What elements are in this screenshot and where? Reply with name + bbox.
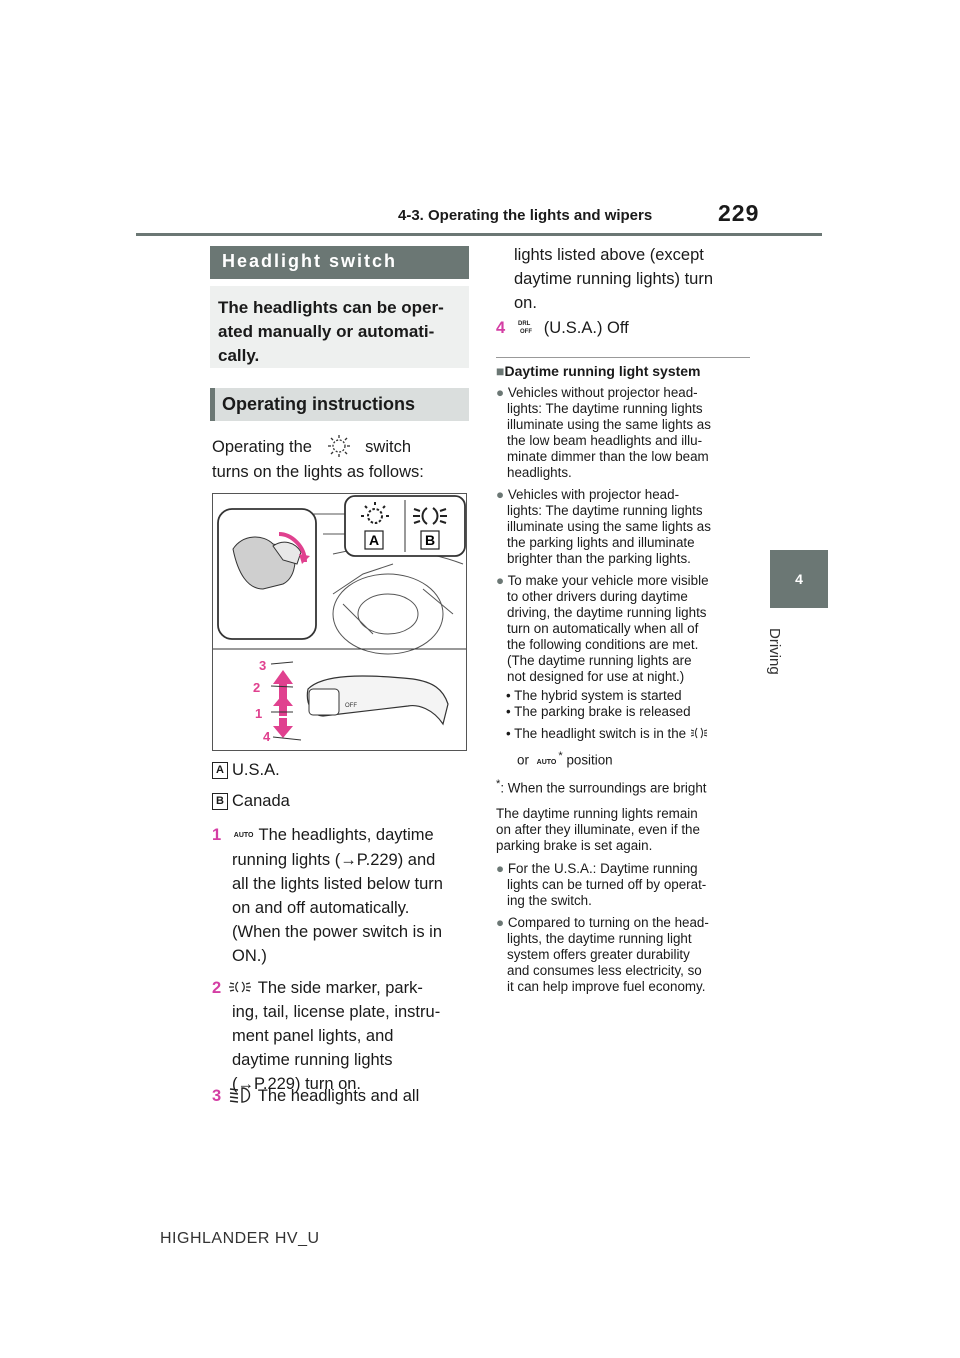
item-1-line: ON.) xyxy=(232,947,267,965)
item-3-line: The headlights and all xyxy=(257,1087,420,1105)
item-1-line: on and off automatically. xyxy=(232,899,410,917)
legend-b-key: B xyxy=(212,793,228,810)
item-1-line: all the lights listed below turn xyxy=(232,875,443,893)
drl-bullet-2: ● Vehicles with projector head- lights: The daytime running lights illuminate using the same lights as the parking lights and illuminate brighter than the parking lights. xyxy=(496,487,756,567)
item-2 xyxy=(212,976,472,1096)
item-4-text: (U.S.A.) Off xyxy=(543,319,629,337)
item-3-line: on. xyxy=(514,294,537,312)
drl-bullet-1: ● Vehicles without projector head- lights: The daytime running lights illuminate using the same lights as the low beam headlights and illu- minate dimmer than the low beam headlights. xyxy=(496,385,756,481)
drl-line: Vehicles without projector head- xyxy=(507,385,698,400)
chapter-label-text: Driving xyxy=(766,628,783,675)
chapter-label xyxy=(766,620,819,680)
drl-line: not designed for use at night.) xyxy=(507,669,685,684)
pos-1: 1 xyxy=(255,706,263,721)
item-3-continued xyxy=(514,243,764,315)
drl-line: lights: The daytime running lights xyxy=(507,401,703,416)
item-1-number: 1 xyxy=(212,826,222,844)
item-1-line: running lights (→P.229) and xyxy=(232,851,436,869)
intro-line: cally. xyxy=(218,346,260,365)
legend-a-key: A xyxy=(212,762,228,779)
legend-a xyxy=(212,758,280,782)
arrow-down-4 xyxy=(273,718,293,738)
drl-line: lights, the daytime running light xyxy=(507,931,692,946)
operating-line-1 xyxy=(212,434,411,459)
heading-operating-text: Operating instructions xyxy=(222,394,416,414)
condition: The headlight switch is in the xyxy=(514,726,687,741)
heading-operating-instructions xyxy=(210,388,469,421)
condition: The hybrid system is started xyxy=(514,688,682,703)
condition-or: or xyxy=(517,752,529,768)
header-rule xyxy=(136,233,822,236)
drl-line: the parking lights and illuminate xyxy=(507,535,695,550)
item-1 xyxy=(212,823,472,968)
item-4-number: 4 xyxy=(496,319,506,337)
item-3-line: lights listed above (except xyxy=(514,246,704,264)
item-3-number: 3 xyxy=(212,1087,222,1105)
drl-bullet-5: ● Compared to turning on the head- lights, the daytime running light system offers greater durability and consumes less electricity, so it can help improve fuel economy. xyxy=(496,915,756,995)
footnote: *: When the surroundings are bright xyxy=(496,778,707,796)
drl-line: brighter than the parking lights. xyxy=(507,551,691,566)
side-marker-icon xyxy=(228,980,254,994)
page-number: 229 xyxy=(718,200,760,226)
label-a: A xyxy=(368,532,380,548)
headlight-icon xyxy=(228,1086,254,1104)
drl-title-text: Daytime running light system xyxy=(504,363,701,379)
legend-a-text: U.S.A. xyxy=(232,761,280,779)
drl-line: minate dimmer than the low beam xyxy=(507,449,709,464)
drl-bullet-3: ● To make your vehicle more visible to other drivers during daytime driving, the daytime running lights turn on automatically when all of the following conditions are met. (The daytime running lights are not designed for use at night.) xyxy=(496,573,756,685)
heading-bar xyxy=(210,388,215,421)
drl-line: it can help improve fuel economy. xyxy=(507,979,706,994)
item-2-number: 2 xyxy=(212,979,222,997)
drl-line: For the U.S.A.: Daytime running xyxy=(507,861,698,876)
drl-line: the following conditions are met. xyxy=(507,637,699,652)
drl-line: the low beam headlights and illu- xyxy=(507,433,703,448)
pos-4: 4 xyxy=(263,729,271,744)
drl-line: Vehicles with projector head- xyxy=(507,487,680,502)
item-2-line: daytime running lights xyxy=(232,1051,393,1069)
drl-line: turn on automatically when all of xyxy=(507,621,699,636)
intro-line: The headlights can be oper- xyxy=(218,298,444,317)
drl-bullet-4: ● For the U.S.A.: Daytime running lights can be turned off by operat- ing the switch. xyxy=(496,861,756,909)
auto-icon: AUTO xyxy=(536,759,557,767)
stalk-label: OFF xyxy=(345,703,357,709)
intro-box xyxy=(210,286,469,368)
item-2-line: The side marker, park- xyxy=(257,979,423,997)
section-rule xyxy=(496,357,750,358)
pos-2: 2 xyxy=(253,680,261,695)
legend-b xyxy=(212,789,290,813)
section-title: 4-3. Operating the lights and wipers xyxy=(398,207,653,224)
drl-line: driving, the daytime running lights xyxy=(507,605,707,620)
footnote-text: : When the surroundings are bright xyxy=(500,780,707,796)
legend-b-text: Canada xyxy=(232,792,290,810)
side-marker-icon xyxy=(690,727,708,739)
label-b: B xyxy=(424,532,436,548)
drl-line: illuminate using the same lights as xyxy=(507,519,711,534)
drl-line: Compared to turning on the head- xyxy=(507,915,709,930)
headlight-switch-icon xyxy=(317,434,361,458)
pos-3: 3 xyxy=(259,658,267,673)
drl-line: and consumes less electricity, so xyxy=(507,963,702,978)
drl-title: ■Daytime running light system xyxy=(496,363,701,379)
drl-conditions: • The hybrid system is started • The parking brake is released • The headlight switch is in the or AUTO* position xyxy=(506,688,756,771)
drl-remain xyxy=(496,806,756,854)
svg-text:DRL: DRL xyxy=(517,321,531,327)
auto-icon: AUTO xyxy=(233,832,254,839)
intro-line: ated manually or automati- xyxy=(218,322,435,341)
arrow-up-2 xyxy=(273,694,293,716)
item-2-line: ing, tail, license plate, instru- xyxy=(232,1003,441,1021)
remain-line: on after they illuminate, even if the xyxy=(496,822,700,837)
item-1-line: (When the power switch is in xyxy=(232,923,442,941)
operating-text-before: Operating the xyxy=(212,438,312,456)
remain-line: parking brake is set again. xyxy=(496,838,653,853)
heading-headlight-switch: Headlight switch xyxy=(210,246,469,279)
drl-line: ing the switch. xyxy=(507,893,592,908)
item-4 xyxy=(496,316,629,340)
drl-line: lights can be turned off by operat- xyxy=(507,877,707,892)
remain-line: The daytime running lights remain xyxy=(496,806,698,821)
condition: The parking brake is released xyxy=(514,704,691,719)
headlight-switch-figure xyxy=(212,493,467,751)
item-2-line: (→P.229) turn on. xyxy=(232,1075,362,1093)
item-2-line: ment panel lights, and xyxy=(232,1027,394,1045)
footer-model: HIGHLANDER HV_U xyxy=(160,1230,320,1247)
operating-line-2: turns on the lights as follows: xyxy=(212,463,424,481)
drl-line: system offers greater durability xyxy=(507,947,690,962)
drl-line: illuminate using the same lights as xyxy=(507,417,711,432)
item-3-line: daytime running lights) turn xyxy=(514,270,714,288)
item-3 xyxy=(212,1084,472,1108)
item-1-line: The headlights, daytime xyxy=(258,826,434,844)
drl-off-icon xyxy=(516,317,540,335)
condition-tail: position xyxy=(566,752,613,768)
operating-text-after: switch xyxy=(365,438,412,456)
chapter-tab: 4 xyxy=(770,550,828,608)
svg-text:OFF: OFF xyxy=(519,329,532,335)
drl-line: (The daytime running lights are xyxy=(507,653,692,668)
drl-line: lights: The daytime running lights xyxy=(507,503,703,518)
drl-line: to other drivers during daytime xyxy=(507,589,688,604)
drl-line: To make your vehicle more visible xyxy=(507,573,709,588)
drl-line: headlights. xyxy=(507,465,572,480)
